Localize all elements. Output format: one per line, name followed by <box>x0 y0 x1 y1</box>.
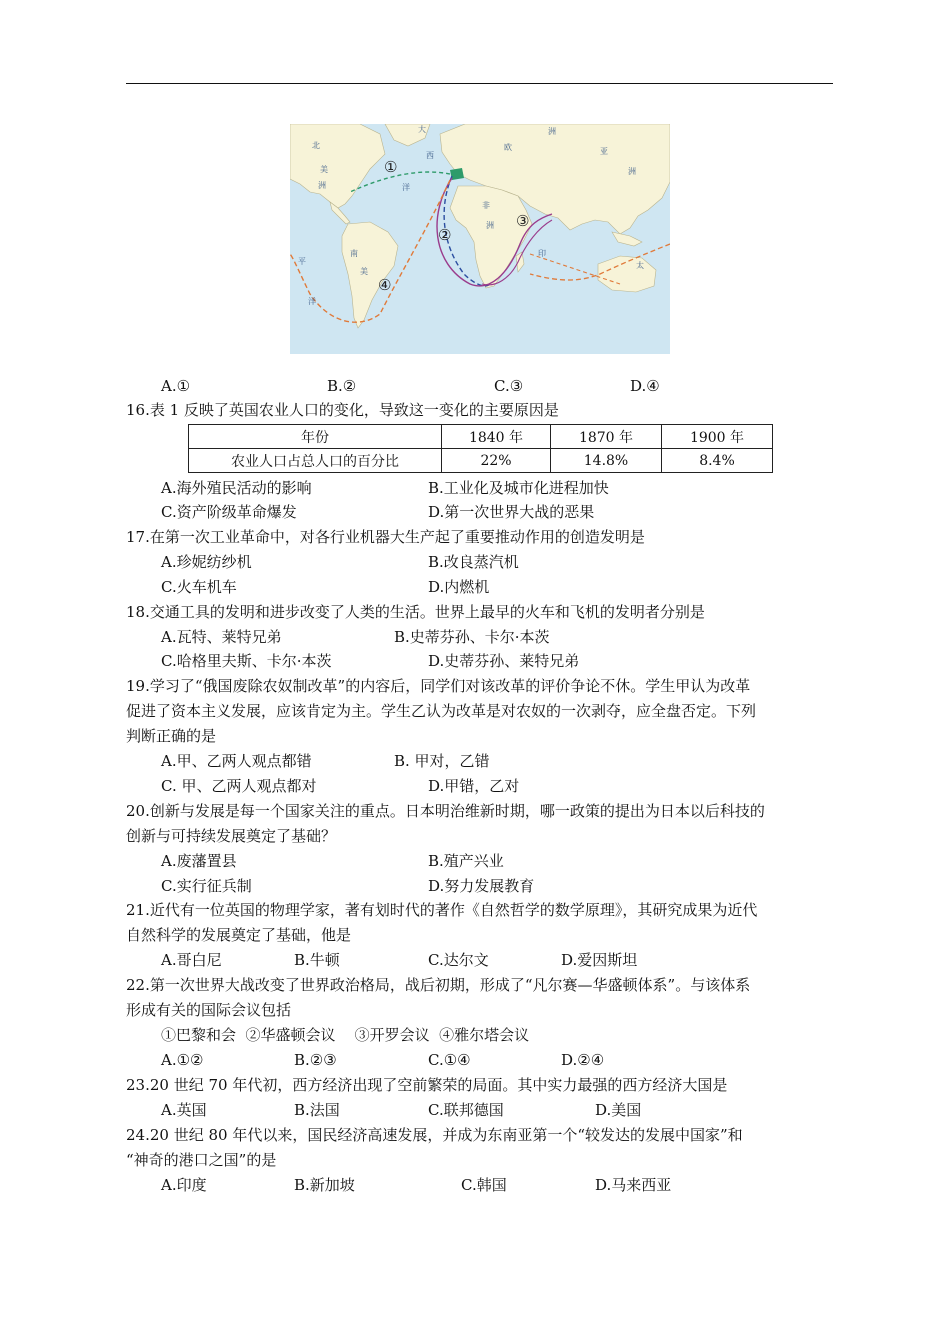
q23-option-c[interactable]: C.联邦德国 <box>428 1101 504 1119</box>
q24-option-a[interactable]: A.印度 <box>161 1176 207 1194</box>
table-cell: 农业人口占总人口的百分比 <box>189 449 442 473</box>
q18-option-c[interactable]: C.哈格里夫斯、卡尔·本茨 <box>161 652 332 670</box>
table-row <box>189 449 773 473</box>
marker-1: ① <box>384 158 398 176</box>
header-rule <box>126 83 833 84</box>
q21-stem-line-2: 自然科学的发展奠定了基础，他是 <box>126 926 352 944</box>
q20-option-b[interactable]: B.殖产兴业 <box>428 852 504 870</box>
q24-option-b[interactable]: B.新加坡 <box>294 1176 355 1194</box>
q20-option-d[interactable]: D.努力发展教育 <box>428 877 535 895</box>
q16-option-c[interactable]: C.资产阶级革命爆发 <box>161 503 297 521</box>
q19-stem-line-1: 19.学习了“俄国废除农奴制改革”的内容后，同学们对该改革的评价争论不休。学生甲认为改革 <box>126 677 751 695</box>
table-cell: 8.4% <box>662 449 773 473</box>
q17-option-c[interactable]: C.火车机车 <box>161 578 237 596</box>
table-header-cell: 年份 <box>189 425 442 449</box>
q20-stem-line-2: 创新与可持续发展奠定了基础？ <box>126 827 337 845</box>
q24-stem-line-1: 24.20 世纪 80 年代以来，国民经济高速发展，并成为东南亚第一个“较发达的发展中国家”和 <box>126 1126 743 1144</box>
q24-option-d[interactable]: D.马来西亚 <box>595 1176 672 1194</box>
q19-option-d[interactable]: D.甲错，乙对 <box>428 777 520 795</box>
label-zhou-na: 洲 <box>318 181 326 190</box>
table-header-cell: 1870 年 <box>551 425 662 449</box>
label-ya: 亚 <box>600 147 608 156</box>
q17-stem: 17.在第一次工业革命中，对各行业机器大生产起了重要推动作用的创造发明是 <box>126 528 645 546</box>
q17-option-d[interactable]: D.内燃机 <box>428 578 490 596</box>
label-zhou-as: 洲 <box>628 167 636 176</box>
table-cell: 14.8% <box>551 449 662 473</box>
q20-stem-line-1: 20.创新与发展是每一个国家关注的重点。日本明治维新时期，哪一政策的提出为日本以后科技的 <box>126 802 765 820</box>
q19-option-b[interactable]: B. 甲对，乙错 <box>394 752 490 770</box>
table-header-row <box>189 425 773 449</box>
table-cell: 22% <box>442 449 551 473</box>
q22-option-d[interactable]: D.②④ <box>561 1051 605 1069</box>
q15-option-c[interactable]: C.③ <box>494 377 524 395</box>
q20-option-c[interactable]: C.实行征兵制 <box>161 877 252 895</box>
q18-option-a[interactable]: A.瓦特、莱特兄弟 <box>161 628 282 646</box>
marker-4: ④ <box>378 276 392 294</box>
q21-option-a[interactable]: A.哥白尼 <box>161 951 222 969</box>
q24-stem-line-2: “神奇的港口之国”的是 <box>126 1151 277 1169</box>
q22-option-a[interactable]: A.①② <box>161 1051 204 1069</box>
marker-3: ③ <box>516 212 530 230</box>
q16-table <box>188 424 773 473</box>
q21-option-d[interactable]: D.爱因斯坦 <box>561 951 638 969</box>
label-mei-sa: 美 <box>360 267 368 276</box>
label-bei: 北 <box>312 141 320 150</box>
q22-stem-line-1: 22.第一次世界大战改变了世界政治格局，战后初期，形成了“凡尔赛—华盛顿体系”。与该体系 <box>126 976 751 994</box>
label-zhou-af: 洲 <box>486 221 494 230</box>
q20-option-a[interactable]: A.废藩置县 <box>161 852 237 870</box>
label-zhou-eu: 洲 <box>548 127 556 136</box>
label-nan: 南 <box>350 249 358 258</box>
q17-option-b[interactable]: B.改良蒸汽机 <box>428 553 519 571</box>
marker-2: ② <box>438 226 452 244</box>
label-mei: 美 <box>320 165 328 174</box>
label-yang-atl: 洋 <box>402 183 410 192</box>
q19-stem-line-3: 判断正确的是 <box>126 727 217 745</box>
label-da: 大 <box>418 125 426 134</box>
q17-option-a[interactable]: A.珍妮纺纱机 <box>161 553 252 571</box>
table-header-cell: 1900 年 <box>662 425 773 449</box>
q15-option-b[interactable]: B.② <box>327 377 357 395</box>
q19-stem-line-2: 促进了资本主义发展，应该肯定为主。学生乙认为改革是对农奴的一次剥夺，应全盘否定。下列 <box>126 702 757 720</box>
q22-stem-line-2: 形成有关的国际会议包括 <box>126 1001 292 1019</box>
q24-option-c[interactable]: C.韩国 <box>461 1176 507 1194</box>
table-header-cell: 1840 年 <box>442 425 551 449</box>
label-xi: 西 <box>426 151 434 160</box>
q19-option-c[interactable]: C. 甲、乙两人观点都对 <box>161 777 317 795</box>
q22-items: ①巴黎和会 ②华盛顿会议 ③开罗会议 ④雅尔塔会议 <box>161 1026 530 1044</box>
q15-option-a[interactable]: A.① <box>161 377 191 395</box>
q16-option-a[interactable]: A.海外殖民活动的影响 <box>161 479 312 497</box>
q18-option-b[interactable]: B.史蒂芬孙、卡尔·本茨 <box>394 628 550 646</box>
q22-option-b[interactable]: B.②③ <box>294 1051 337 1069</box>
label-yin: 印 <box>538 249 546 258</box>
q21-stem-line-1: 21.近代有一位英国的物理学家，著有划时代的著作《自然哲学的数学原理》，其研究成果为近代 <box>126 901 758 919</box>
q23-stem: 23.20 世纪 70 年代初，西方经济出现了空前繁荣的局面。其中实力最强的西方经济大国是 <box>126 1076 728 1094</box>
exploration-routes-map <box>290 124 670 354</box>
q18-stem: 18.交通工具的发明和进步改变了人类的生活。世界上最早的火车和飞机的发明者分别是 <box>126 603 705 621</box>
q23-option-b[interactable]: B.法国 <box>294 1101 340 1119</box>
q21-option-c[interactable]: C.达尔文 <box>428 951 489 969</box>
label-fei: 非 <box>482 201 490 210</box>
label-ou: 欧 <box>504 143 512 152</box>
label-tai: 太 <box>636 261 644 270</box>
q21-option-b[interactable]: B.牛顿 <box>294 951 340 969</box>
q23-option-a[interactable]: A.英国 <box>161 1101 207 1119</box>
q16-option-d[interactable]: D.第一次世界大战的恶果 <box>428 503 595 521</box>
q15-option-d[interactable]: D.④ <box>630 377 660 395</box>
q23-option-d[interactable]: D.美国 <box>595 1101 642 1119</box>
q16-option-b[interactable]: B.工业化及城市化进程加快 <box>428 479 609 497</box>
label-yang-pac: 洋 <box>308 297 316 306</box>
q16-stem: 16.表 1 反映了英国农业人口的变化，导致这一变化的主要原因是 <box>126 401 559 419</box>
q19-option-a[interactable]: A.甲、乙两人观点都错 <box>161 752 312 770</box>
q22-option-c[interactable]: C.①④ <box>428 1051 471 1069</box>
label-ping: 平 <box>298 257 306 266</box>
q18-option-d[interactable]: D.史蒂芬孙、莱特兄弟 <box>428 652 580 670</box>
